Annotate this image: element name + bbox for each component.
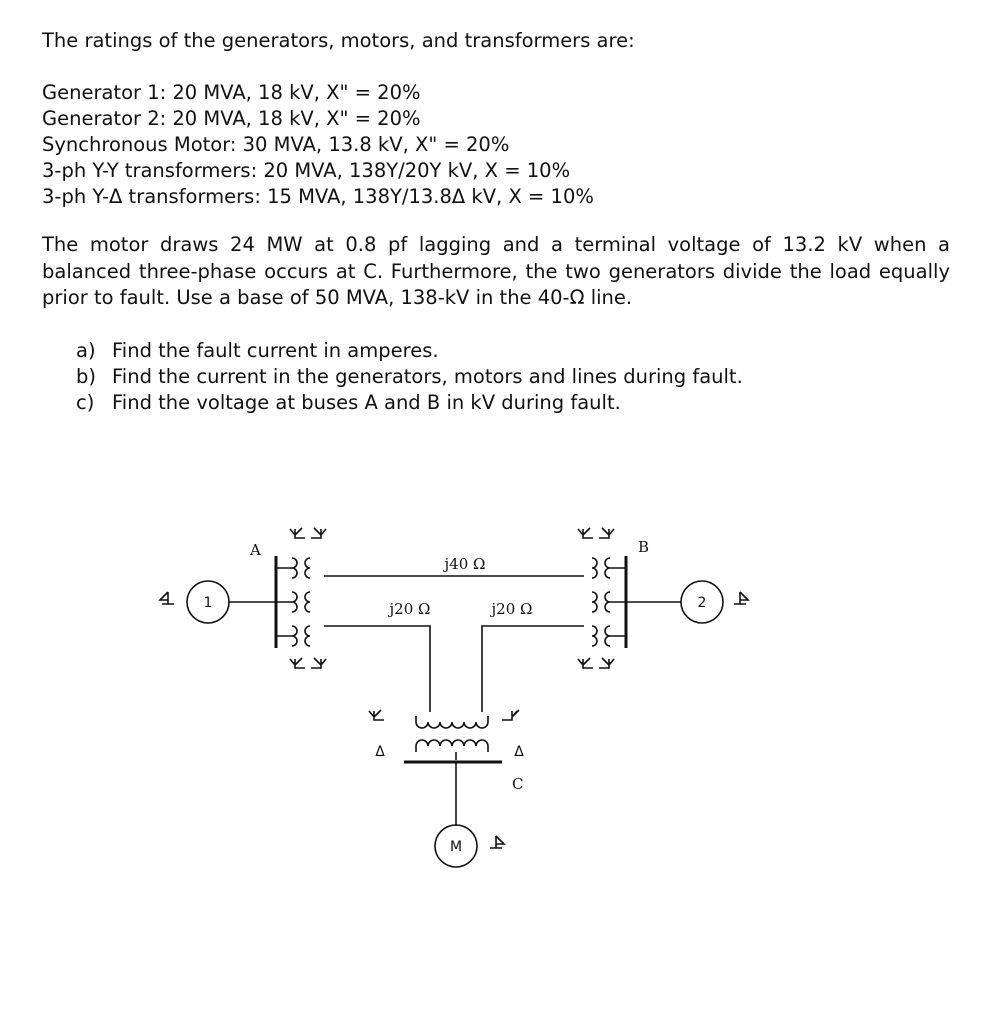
question-letter: b) [76, 365, 96, 388]
rating-generator-1: Generator 1: 20 MVA, 18 kV, X" = 20% [42, 81, 421, 104]
question-letter: a) [76, 339, 96, 362]
rating-generator-2: Generator 2: 20 MVA, 18 kV, X" = 20% [42, 107, 421, 130]
bus-b-label: B [638, 538, 650, 556]
left-top-wye-icon [290, 528, 326, 538]
question-letter: c) [76, 391, 95, 414]
line-bc-label: j20 Ω [491, 600, 533, 618]
right-transformer-bank [592, 558, 626, 646]
line-ab-label: j40 Ω [444, 555, 486, 573]
line-ac-label: j20 Ω [389, 600, 431, 618]
ydelta-right-wye-icon [502, 710, 519, 720]
left-transformer-bank [276, 558, 310, 646]
question-text: Find the voltage at buses A and B in kV during fault. [112, 391, 621, 414]
bus-a-label: A [250, 541, 261, 559]
intro-text: The ratings of the generators, motors, and transformers are: [42, 29, 635, 52]
question-text: Find the fault current in amperes. [112, 339, 439, 362]
generator-1-ground-icon [160, 592, 174, 604]
line-bc [482, 626, 584, 712]
ydelta-left-wye-icon [369, 710, 384, 720]
rating-yy-transformers: 3-ph Y-Y transformers: 20 MVA, 138Y/20Y kV, X = 10% [42, 159, 571, 182]
generator-2-label: 2 [697, 595, 707, 611]
generator-1-label: 1 [203, 595, 213, 611]
right-bottom-wye-icon [578, 658, 614, 668]
problem-paragraph: The motor draws 24 MW at 0.8 pf lagging and a terminal voltage of 13.2 kV when a balanced three-phase occurs at C. Furthermore, the two generators divide the load equally prior to fault. Use a base of 50 MVA, 138-kV in the 40-Ω line. [42, 233, 950, 309]
motor-label: M [449, 839, 463, 855]
right-top-wye-icon [578, 528, 614, 538]
ydelta-transformer-bank [416, 716, 488, 760]
left-bottom-wye-icon [290, 658, 326, 668]
ydelta-left-delta-label: Δ [375, 744, 385, 760]
rating-ydelta-transformers: 3-ph Y-Δ transformers: 15 MVA, 138Y/13.8Δ kV, X = 10% [42, 185, 594, 208]
ydelta-right-delta-label: Δ [514, 744, 524, 760]
generator-2-ground-icon [734, 592, 748, 604]
question-text: Find the current in the generators, motors and lines during fault. [112, 365, 743, 388]
motor-ground-icon [490, 836, 504, 848]
rating-synchronous-motor: Synchronous Motor: 30 MVA, 13.8 kV, X" = 20% [42, 133, 510, 156]
bus-c-label: C [512, 775, 524, 793]
line-ac [324, 626, 430, 712]
